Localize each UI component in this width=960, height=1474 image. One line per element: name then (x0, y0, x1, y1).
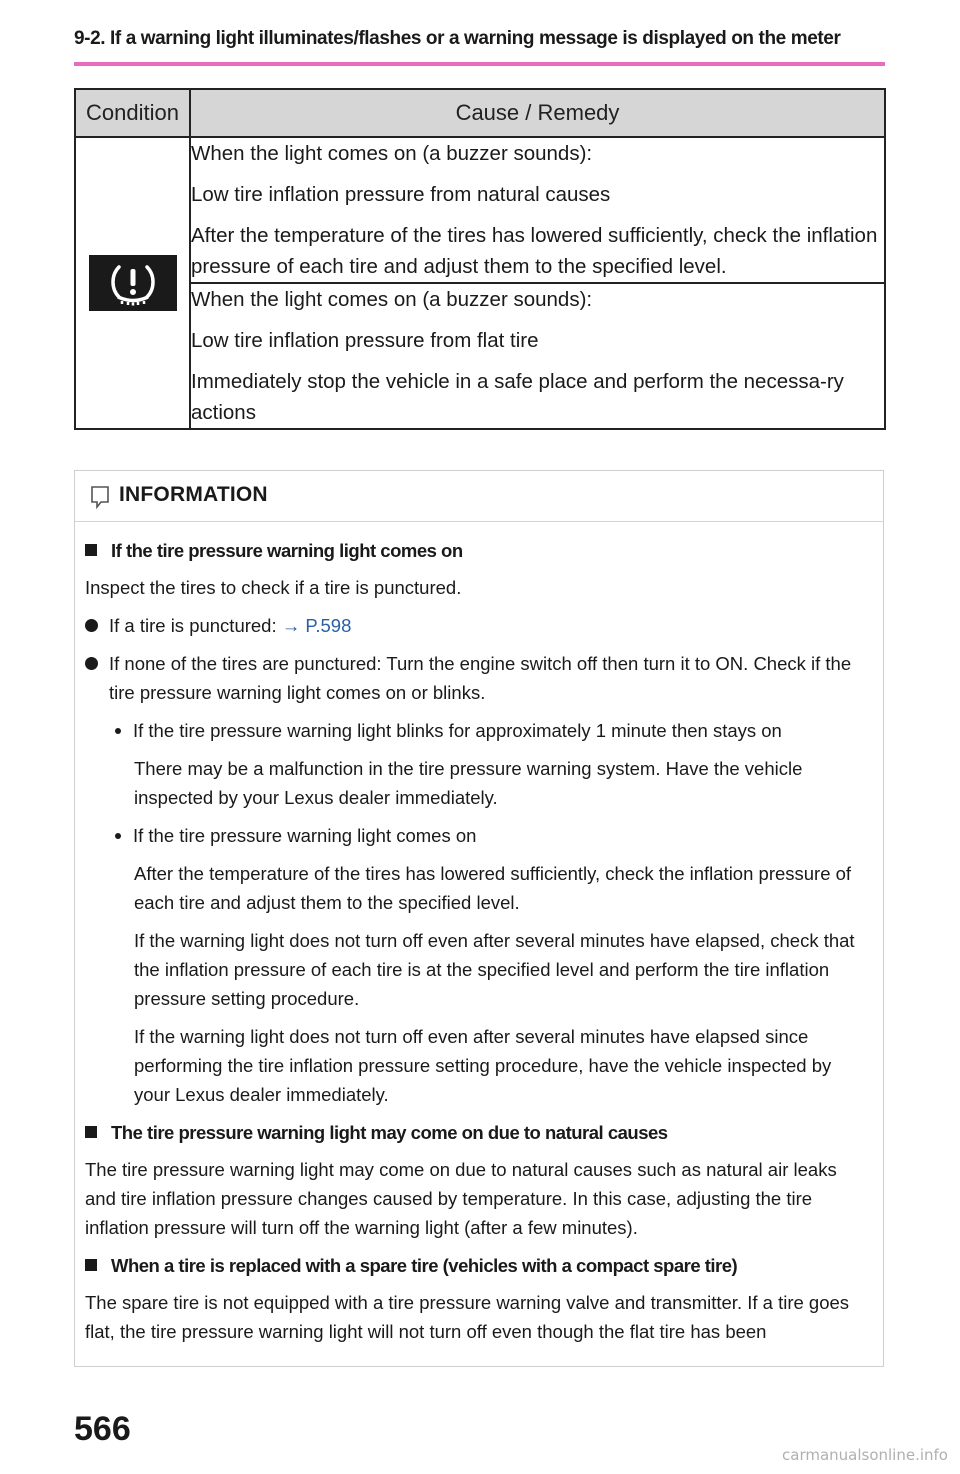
page-number: 566 (74, 1410, 131, 1448)
tire-pressure-warning-icon (89, 255, 177, 311)
square-bullet-icon (85, 544, 97, 556)
row2-line2: Low tire inflation pressure from flat tire (191, 329, 539, 352)
col-header-cause-remedy: Cause / Remedy (190, 89, 885, 137)
table-row (75, 137, 885, 283)
row1-line2: Low tire inflation pressure from natural causes (191, 183, 611, 206)
information-box (74, 470, 884, 1367)
row2-line3: Immediately stop the vehicle in a safe place and perform the necessa-ry actions (191, 370, 844, 424)
sub-item-detail: There may be a malfunction in the tire pressure warning system. Have the vehicle inspected by your Lexus dealer immediately. (134, 758, 803, 808)
information-title: INFORMATION (119, 483, 268, 506)
condition-table (74, 88, 886, 430)
bullet-text: If a tire is punctured: (109, 615, 282, 636)
bullet-text: If none of the tires are punctured: Turn the engine switch off then turn it to ON. Check if the tire pressure warning light comes on or blinks. (109, 653, 852, 703)
section-heading (85, 1118, 869, 1147)
section-text: The tire pressure warning light may come on due to natural causes such as natural air leaks and tire inflation pressure changes caused by temperature. In this case, adjusting the tire inflation pressure will turn off the warning light (after a few minutes). (85, 1159, 837, 1238)
section-intro: Inspect the tires to check if a tire is punctured. (85, 577, 462, 598)
section-heading-text: When a tire is replaced with a spare tire (vehicles with a compact spare tire) (111, 1255, 738, 1276)
sub-list-item (111, 821, 869, 850)
section-text: The spare tire is not equipped with a tire pressure warning valve and transmitter. If a tire goes flat, the tire pressure warning light will not turn off even though the flat tire has been (85, 1292, 850, 1342)
condition-cell (75, 137, 190, 429)
sub-item-detail: After the temperature of the tires has lowered sufficiently, check the inflation pressure of each tire and adjust them to the specified level. (134, 863, 852, 913)
cause-remedy-cell (190, 137, 885, 283)
section-heading-text: The tire pressure warning light may come on due to natural causes (111, 1122, 668, 1143)
small-bullet-icon (115, 728, 121, 734)
row1-line1: When the light comes on (a buzzer sounds): (191, 142, 593, 165)
square-bullet-icon (85, 1126, 97, 1138)
sub-item-text: If the tire pressure warning light comes on (133, 825, 477, 846)
table-row (75, 283, 885, 429)
sub-item-text: If the tire pressure warning light blinks for approximately 1 minute then stays on (133, 720, 782, 741)
page-header: 9-2. If a warning light illuminates/flashes or a warning message is displayed on the meter (74, 28, 841, 49)
sub-item-detail: If the warning light does not turn off even after several minutes have elapsed, check that the inflation pressure of each tire is at the specified level and perform the tire inflation pressure setting procedure. (134, 930, 855, 1009)
watermark: carmanualsonline.info (782, 1446, 948, 1464)
information-header (75, 471, 883, 522)
sub-list-item (111, 716, 869, 745)
header-rule (74, 62, 885, 66)
col-header-condition: Condition (75, 89, 190, 137)
small-bullet-icon (115, 833, 121, 839)
list-item (85, 649, 869, 707)
bullet-icon (85, 657, 98, 670)
square-bullet-icon (85, 1259, 97, 1271)
bullet-icon (85, 619, 98, 632)
cause-remedy-cell (190, 283, 885, 429)
row2-line1: When the light comes on (a buzzer sounds): (191, 288, 593, 311)
section-heading-text: If the tire pressure warning light comes on (111, 540, 463, 561)
information-icon (89, 485, 111, 514)
section-heading (85, 536, 869, 565)
page-reference-link[interactable]: → P.598 (281, 615, 352, 636)
row1-line3: After the temperature of the tires has lowered sufficiently, check the inflation pressure of each tire and adjust them to the specified level. (191, 224, 878, 278)
list-item (85, 611, 869, 640)
sub-item-detail: If the warning light does not turn off even after several minutes have elapsed since performing the tire inflation pressure setting procedure, have the vehicle inspected by your Lexus dealer immediately. (134, 1026, 832, 1105)
information-body (75, 522, 883, 1346)
section-heading (85, 1251, 869, 1280)
